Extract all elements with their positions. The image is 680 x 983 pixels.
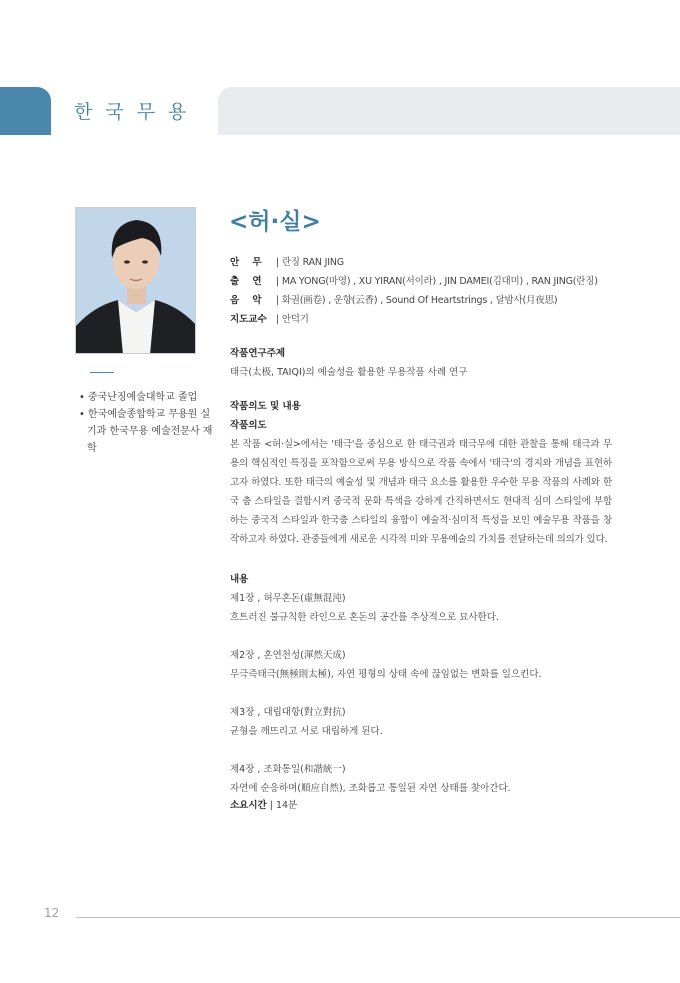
research-topic-text: 태극(太极, TAIQI)의 예술성을 활용한 무용작품 사례 연구 xyxy=(230,367,468,378)
footer-divider xyxy=(76,917,680,918)
profile-photo xyxy=(75,207,196,354)
chapter-title: 제4장 , 조화통일(和諧統一) xyxy=(230,764,346,775)
research-topic-section xyxy=(230,344,612,382)
section-title: 한국무용 xyxy=(74,101,200,123)
chapter-text: 자연에 순응하며(順应自然), 조화롭고 통일된 자연 상태를 찾아간다. xyxy=(230,783,511,794)
credit-value: | 란징 RAN JING xyxy=(276,257,344,268)
duration-label: 소요시간 xyxy=(230,800,267,811)
credit-value: | 화권(画卷) , 운향(云香) , Sound Of Heartstrings , 달밤사(月夜思) xyxy=(276,295,558,306)
chapter-title: 제3장 , 대립대항(對立對抗) xyxy=(230,707,346,718)
credit-choreography xyxy=(230,253,598,272)
research-topic-heading: 작품연구주제 xyxy=(230,348,286,359)
credit-label: 음 악 xyxy=(230,295,262,306)
work-title: <허·실> xyxy=(229,209,321,235)
bio-item: • 중국난징예술대학교 졸업 xyxy=(78,389,218,406)
header-bar xyxy=(218,87,680,135)
portrait-illustration xyxy=(76,208,196,354)
intent-paragraph: 본 작품 <허·실>에서는 '태극'을 중심으로 한 태극권과 태극무에 대한 관찰을 통해 태극과 무용의 핵심적인 특징을 포착함으로써 무용 방식으로 작품 속에서 '태극'의 경지와 개념을 표현하고자 하였다. 또한 태극의 예술성 및 개념과 태극 요소를 활용한 우수한 무용 작품의 사례와 한국 춤 스타일을 결합시켜 중국적 문화 특색을 강하게 간직하면서도 현대적 심미 스타일에 부합하는 중국적 스타일과 한국춤 스타일의 융합이 예술적·심미적 특성을 보인 예술무용 작품을 창작하고자 하였다. 관중들에게 새로운 시각적 미와 무용예술의 가치를 전달하는데 의의가 있다. xyxy=(230,439,612,545)
intent-section xyxy=(230,397,612,549)
section-tab-marker xyxy=(0,87,51,135)
credit-label: 안 무 xyxy=(230,257,262,268)
credit-value: | 안덕기 xyxy=(276,314,309,325)
credits-list xyxy=(230,253,598,329)
credit-cast xyxy=(230,272,598,291)
sidebar-divider xyxy=(90,372,114,373)
chapter-text: 균형을 깨뜨리고 서로 대립하게 된다. xyxy=(230,726,383,737)
intent-subheading: 작품의도 xyxy=(230,420,267,431)
profile-bio-list xyxy=(78,389,218,457)
duration-value: | 14분 xyxy=(269,800,298,811)
credit-label: 지도교수 xyxy=(230,314,267,325)
credit-music xyxy=(230,291,598,310)
chapter-text: 흐트러진 불규칙한 라인으로 혼돈의 공간를 추상적으로 묘사한다. xyxy=(230,612,499,623)
bio-item: • 한국예술종합학교 무용원 실기과 한국무용 예술전문사 재학 xyxy=(78,406,218,457)
content-heading: 내용 xyxy=(230,574,249,585)
content-section xyxy=(230,570,612,798)
chapter-title: 제1장 , 허무혼돈(虛無混沌) xyxy=(230,593,346,604)
intent-heading: 작품의도 및 내용 xyxy=(230,401,301,412)
page-number: 12 xyxy=(44,906,60,920)
credit-advisor xyxy=(230,310,598,329)
credit-label: 출 연 xyxy=(230,276,262,287)
duration-section xyxy=(230,796,612,815)
chapter-text: 무극즉태극(無極則太極), 자연 평형의 상태 속에 끊임없는 변화를 일으킨다. xyxy=(230,669,542,680)
chapter-title: 제2장 , 혼연천성(渾然天成) xyxy=(230,650,346,661)
credit-value: | MA YONG(마영) , XU YIRAN(서이라) , JIN DAMEI(김대미) , RAN JING(란징) xyxy=(276,276,598,287)
